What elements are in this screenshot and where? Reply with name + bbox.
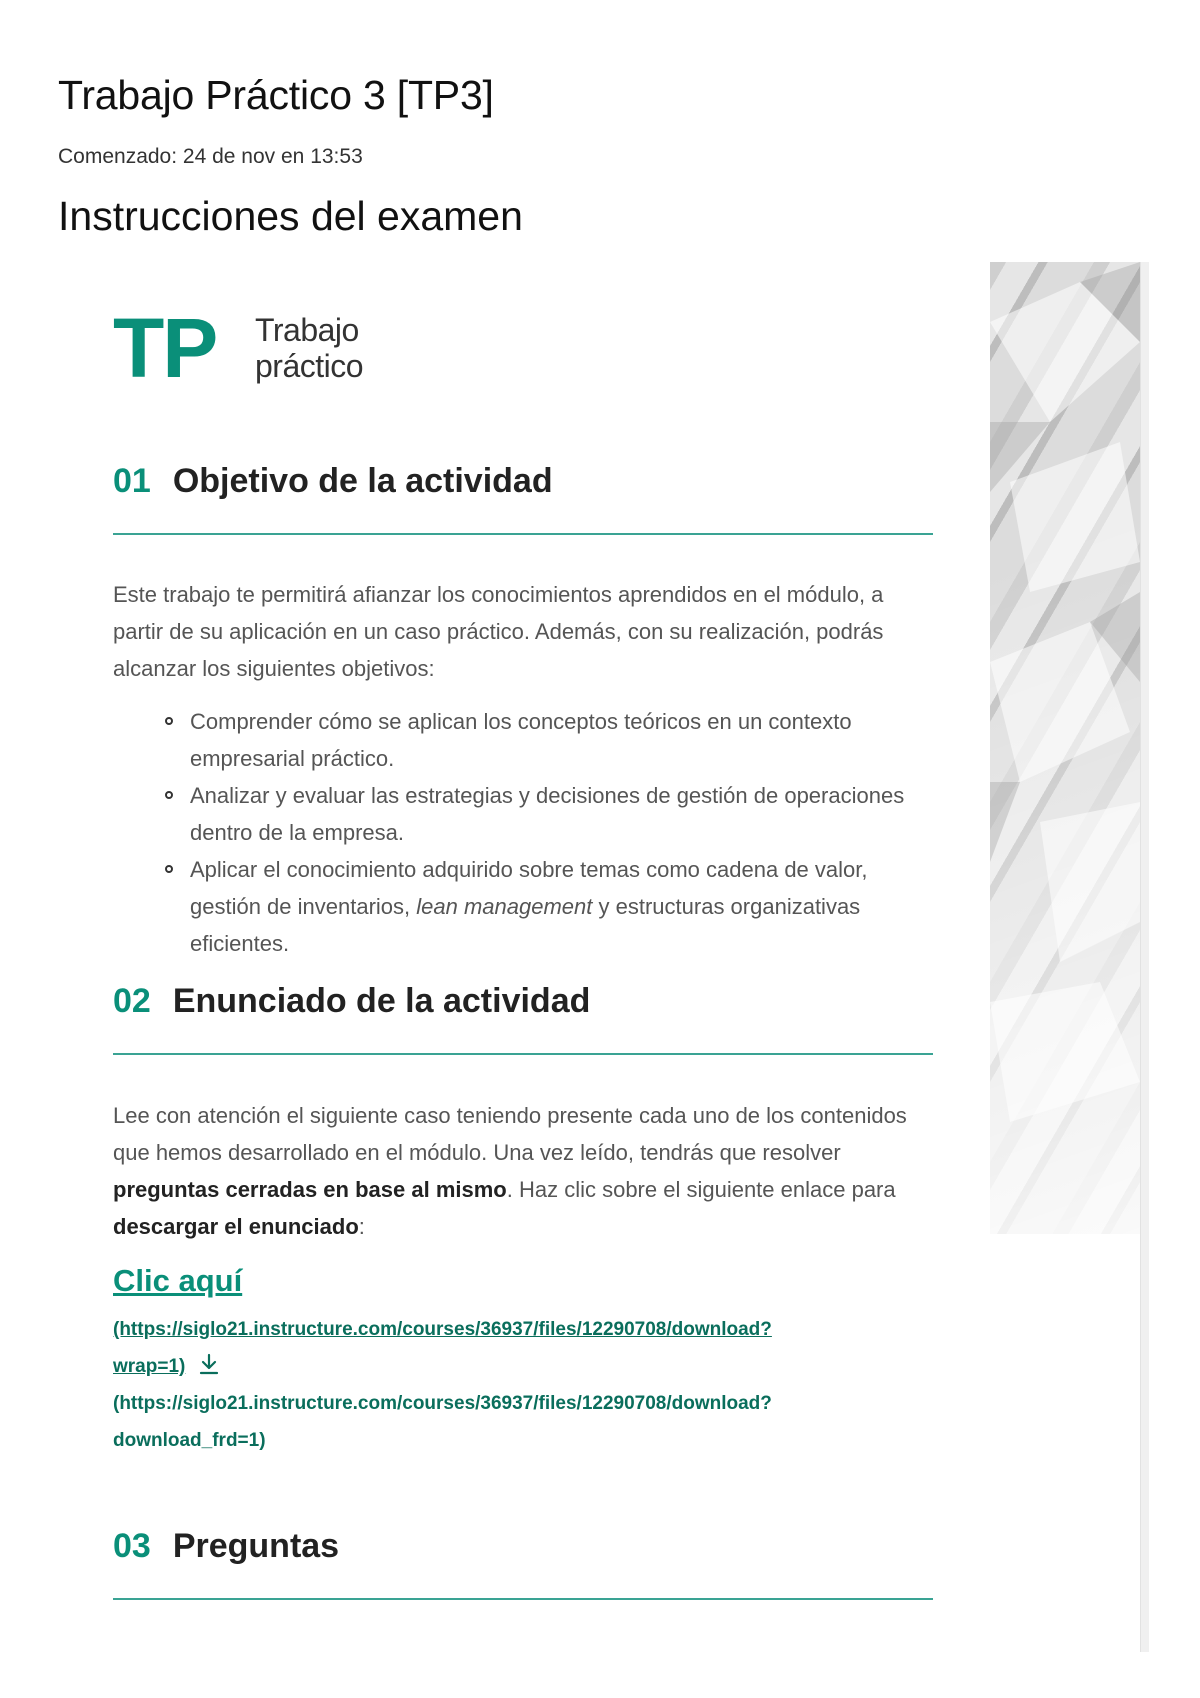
section-number: 01: [113, 462, 151, 500]
section-number: 02: [113, 982, 151, 1020]
section-divider: [113, 533, 933, 535]
circle-bullet-icon: [165, 717, 173, 725]
list-item: [113, 851, 933, 962]
pattern-shadow: [990, 782, 1020, 862]
list-item: [113, 703, 933, 777]
url-text[interactable]: (https://siglo21.instructure.com/courses/36937/files/12290708/download?: [113, 1393, 772, 1414]
url-text[interactable]: (https://siglo21.instructure.com/courses/36937/files/12290708/download?: [113, 1319, 772, 1340]
decorative-architecture-image: [990, 262, 1140, 1234]
section-heading-questions: [113, 1527, 339, 1566]
page-scrollbar[interactable]: [1140, 262, 1149, 1652]
instructions-title: Instrucciones del examen: [58, 193, 523, 239]
statement-text: Lee con atención el siguiente caso teniendo presente cada uno de los contenidos que hemos desarrollado en el módulo. Una vez leído, tendrás que resolver: [113, 1103, 907, 1165]
started-label: Comenzado:: [58, 145, 178, 168]
statement-bold: preguntas cerradas en base al mismo: [113, 1177, 507, 1202]
list-item-text: Comprender cómo se aplican los conceptos teóricos en un contexto empresarial práctico.: [190, 709, 852, 771]
list-item-text: Analizar y evaluar las estrategias y decisiones de gestión de operaciones dentro de la empresa.: [190, 783, 905, 845]
logo-text: [255, 312, 363, 384]
page-title: Trabajo Práctico 3 [TP3]: [58, 72, 494, 118]
statement-paragraph: [113, 1097, 933, 1245]
architecture-pattern: [990, 262, 1140, 1234]
logo-line-1: Trabajo: [255, 312, 359, 348]
objective-list: [113, 703, 933, 962]
started-value: 24 de nov en 13:53: [182, 145, 363, 168]
statement-text: :: [358, 1214, 365, 1239]
pattern-shape: [1010, 442, 1140, 592]
download-url-direct[interactable]: [113, 1385, 933, 1459]
section-heading-statement: [113, 982, 590, 1021]
section-divider: [113, 1598, 933, 1600]
download-url-wrap[interactable]: [113, 1311, 933, 1385]
objective-intro: Este trabajo te permitirá afianzar los conocimientos aprendidos en el módulo, a partir de su aplicación en un caso práctico. Además, con su realización, podrás alcanzar los siguientes objetivos:: [113, 582, 884, 681]
logo-line-2: práctico: [255, 348, 364, 384]
list-item-text: y estructuras organizativas eficientes.: [190, 894, 861, 956]
statement-bold: descargar el enunciado: [113, 1214, 359, 1239]
list-item-emphasis: lean management: [416, 894, 593, 919]
url-text[interactable]: download_frd=1): [113, 1430, 266, 1451]
download-link[interactable]: Clic aquí: [113, 1263, 243, 1298]
list-item: [113, 777, 933, 851]
section-title: Enunciado de la actividad: [172, 982, 591, 1020]
circle-bullet-icon: [165, 791, 173, 799]
section-heading-objective: [113, 462, 553, 501]
section-divider: [113, 1053, 933, 1055]
statement-text: . Haz clic sobre el siguiente enlace para: [506, 1177, 896, 1202]
pattern-shape: [990, 982, 1140, 1122]
download-icon[interactable]: [197, 1352, 221, 1376]
pattern-shape: [1040, 802, 1140, 962]
circle-bullet-icon: [165, 865, 173, 873]
url-text[interactable]: wrap=1): [113, 1356, 186, 1377]
pattern-shapes: [990, 282, 1140, 1122]
started-info: [58, 145, 363, 169]
section-number: 03: [113, 1527, 151, 1565]
section-title: Preguntas: [172, 1527, 340, 1565]
list-item-text: Aplicar el conocimiento adquirido sobre temas como cadena de valor, gestión de inventarios,: [190, 857, 868, 919]
logo-mark: TP: [113, 301, 217, 395]
section-title: Objetivo de la actividad: [172, 462, 553, 500]
pattern-shape: [990, 622, 1130, 782]
